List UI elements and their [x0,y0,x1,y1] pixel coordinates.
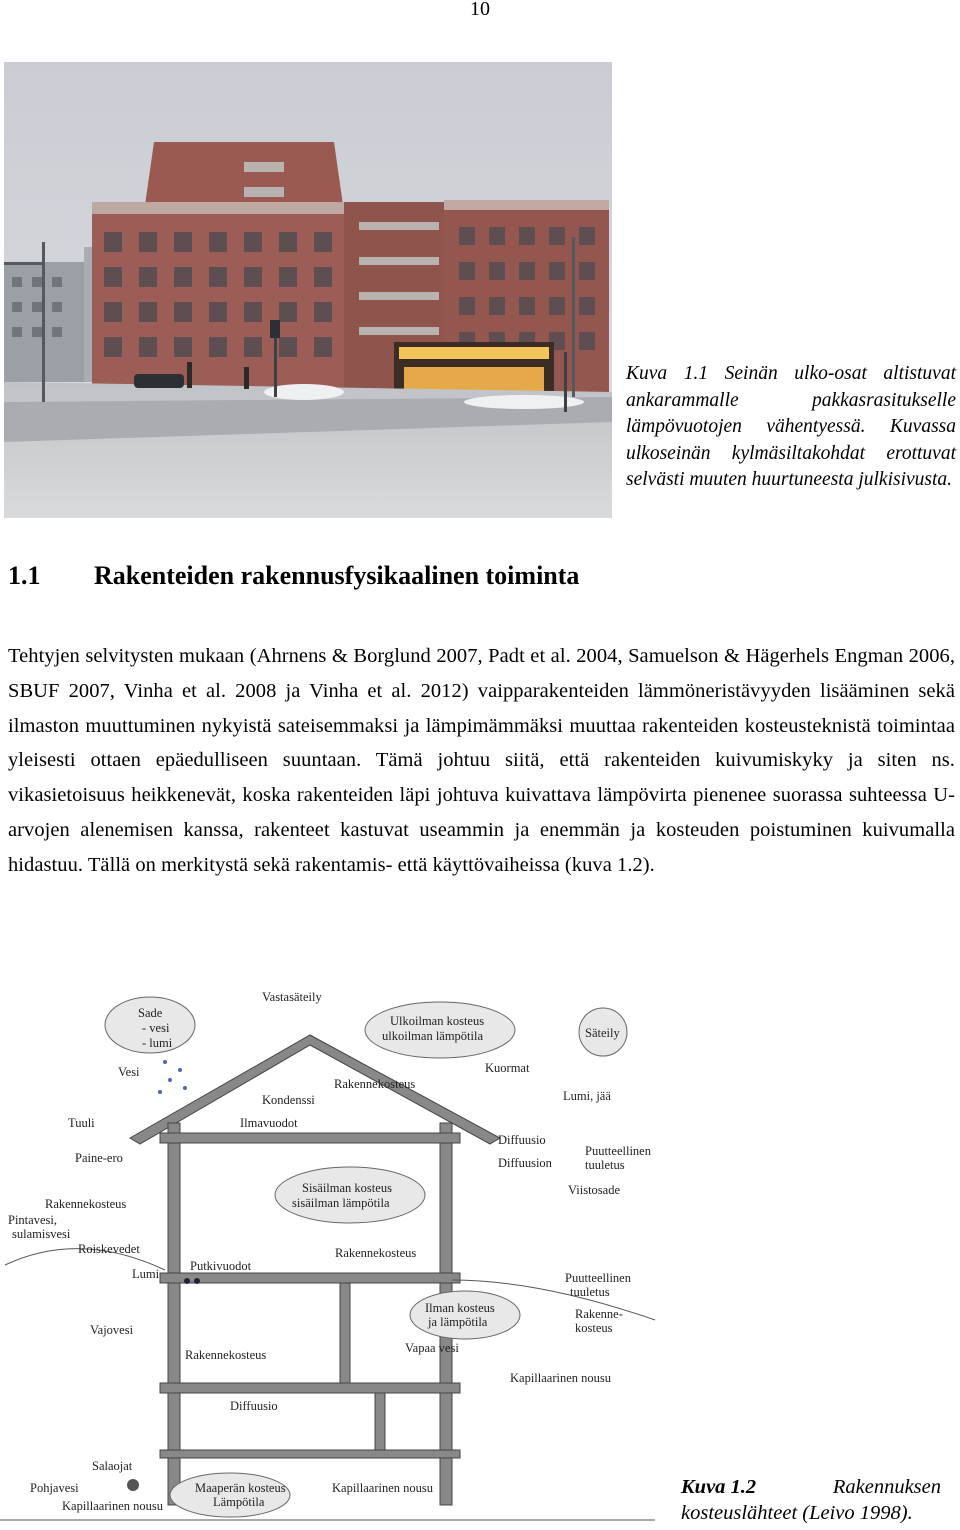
label-puutteellinen-2a: Puutteellinen [565,1271,631,1285]
label-ulkoilma-2: ulkoilman lämpötila [382,1029,484,1043]
label-puutteellinen-1a: Puutteellinen [585,1144,651,1158]
moisture-sources-diagram [0,980,660,1525]
label-rakennekosteus-mid: Rakennekosteus [335,1246,417,1260]
caption-label: Kuva 1.1 [626,363,709,384]
section-title: Rakenteiden rakennusfysikaalinen toiminta [94,561,580,590]
label-kondenssi: Kondenssi [262,1093,315,1107]
label-kapillaarinen-mid: Kapillaarinen nousu [510,1371,612,1385]
label-sisailma-2: sisäilman lämpötila [292,1196,390,1210]
label-vajovesi: Vajovesi [90,1323,134,1337]
label-sade-3: - lumi [142,1036,173,1050]
caption2-label: Kuva 1.2 [681,1476,757,1498]
label-putkivuodot: Putkivuodot [190,1259,252,1273]
label-vastasateily: Vastasäteily [262,990,322,1004]
caption-text: Seinän ulko-osat altistuvat ankarammalle pakkasrasitukselle lämpövuotojen vähentyessä. Kuvassa ulkoseinän kylmäsiltakohdat erottuvat selvästi muuten huurtuneesta julkisivusta. [626,363,956,490]
label-puutteellinen-1b: tuuletus [585,1158,625,1172]
label-diffuusion: Diffuusion [498,1156,552,1170]
label-tuuli: Tuuli [68,1116,95,1130]
label-lumi: Lumi [132,1267,160,1281]
label-roiskevedet: Roiskevedet [78,1242,140,1256]
label-viistosade: Viistosade [568,1183,621,1197]
label-pintavesi-1: Pintavesi, [8,1213,57,1227]
label-ulkoilma-1: Ulkoilman kosteus [390,1014,485,1028]
label-vapaa-vesi: Vapaa vesi [405,1341,459,1355]
label-lumi-jaa: Lumi, jää [563,1089,611,1103]
label-maapera-1: Maaperän kosteus [195,1481,286,1495]
label-kapillaarinen-left: Kapillaarinen nousu [62,1499,164,1513]
label-vesi: Vesi [118,1065,140,1079]
section-heading [8,561,579,591]
label-sisailma-1: Sisäilman kosteus [302,1181,392,1195]
label-pohjavesi: Pohjavesi [30,1481,79,1495]
figure-caption-1-2 [681,1474,941,1526]
figure-caption-1-1 [626,361,956,494]
label-sateily: Säteily [585,1026,620,1040]
caption2-line2: kosteuslähteet (Leivo 1998). [681,1502,913,1524]
body-paragraph: Tehtyjen selvitysten mukaan (Ahrnens & Borglund 2007, Padt et al. 2004, Samuelson & Hägerhels Engman 2006, SBUF 2007, Vinha et al. 2008 ja Vinha et al. 2012) vaipparakenteiden lämmöneristävyyden lisääminen sekä ilmaston muuttuminen nykyistä sateisemmaksi ja lämpimämmäksi muuttaa rakenteiden kosteusteknistä toimintaa yleisesti ottaen epäedulliseen suuntaan. Tämä johtuu siitä, että rakenteiden kuivumiskyky ja siten ns. vikasietoisuus heikkenevät, koska rakenteiden läpi johtuva kuivattava lämpövirta pienenee suorassa suhteessa U-arvojen alenemisen kanssa, rakenteet kastuvat useammin ja enemmän ja kosteuden poistuminen kuivumalla hidastuu. Tällä on merkitystä sekä rakentamis- että käyttövaiheissa (kuva 1.2). [8,645,955,876]
label-pintavesi-2: sulamisvesi [12,1227,71,1241]
section-number: 1.1 [8,561,41,590]
page-number: 10 [470,0,490,20]
label-kapillaarinen-bottom: Kapillaarinen nousu [332,1481,434,1495]
label-puutteellinen-2b: tuuletus [570,1285,610,1299]
label-sade-1: Sade [138,1006,163,1020]
building-photo [4,62,612,518]
label-ilmavuodot: Ilmavuodot [240,1116,298,1130]
label-rakenne-kosteus-2: kosteus [575,1321,613,1335]
label-diffuusio-top: Diffuusio [498,1133,546,1147]
label-salaojat: Salaojat [92,1459,133,1473]
label-kuormat: Kuormat [485,1061,530,1075]
label-paine-ero: Paine-ero [75,1151,123,1165]
label-rakennekosteus-low: Rakennekosteus [185,1348,267,1362]
caption2-word: Rakennuksen [832,1476,941,1498]
label-sade-2: - vesi [142,1021,170,1035]
label-rakenne-kosteus-1: Rakenne- [575,1307,623,1321]
label-ilman-kosteus-2: ja lämpötila [428,1315,488,1329]
label-diffuusio-low: Diffuusio [230,1399,278,1413]
label-maapera-2: Lämpötila [213,1495,265,1509]
label-ilman-kosteus-1: Ilman kosteus [425,1301,495,1315]
label-rakennekosteus-left: Rakennekosteus [45,1197,127,1211]
label-rakennekosteus-top: Rakennekosteus [334,1077,416,1091]
